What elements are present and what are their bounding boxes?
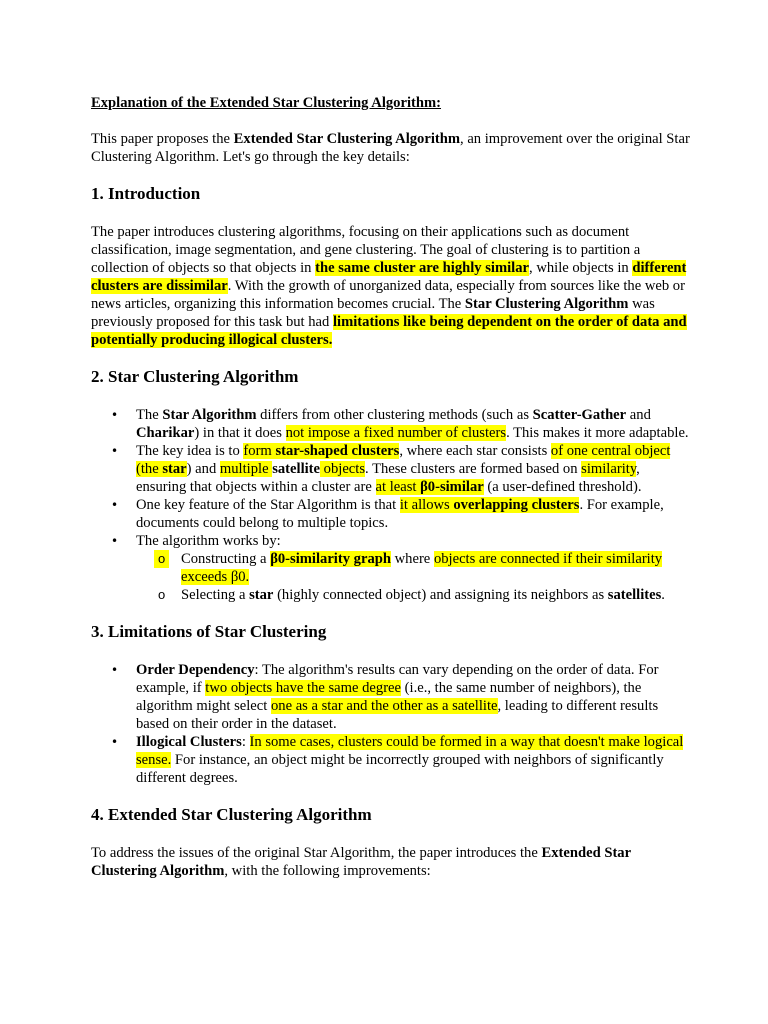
text: ) and [186,461,220,477]
intro-paragraph [91,130,691,166]
text: . For example, documents could belong to multiple topics. [136,497,664,531]
list-item [91,532,691,604]
highlighted-text: two objects have the same degree [205,680,402,696]
highlighted-bold-text: star-shaped clusters [275,443,400,459]
highlighted-bold-text: star [162,461,187,477]
text: Selecting a [181,587,250,603]
list-item [91,442,691,496]
text: , leading to different results based on their order in the dataset. [136,698,659,732]
highlighted-text: not impose a fixed number of clusters [285,425,507,441]
text: The key idea is to [136,443,244,459]
bold-text: Charikar [136,425,195,441]
sub-list-item [136,586,691,604]
highlighted-text: similarity [581,461,637,477]
bold-text: Extended Star Clustering Algorithm [233,131,461,147]
list-item [91,406,691,442]
text: where [390,551,434,567]
text: To address the issues of the original Star Algorithm, the paper introduces the [91,845,542,861]
section-heading-extended-star: 4. Extended Star Clustering Algorithm [91,805,372,824]
text: differs from other clustering methods (such as [256,407,533,423]
text: Constructing a [181,551,271,567]
text: ) in that it does [194,425,286,441]
highlighted-text: it allows [399,497,454,513]
text: (highly connected object) and assigning its neighbors as [273,587,608,603]
bold-text: satellite [272,461,321,477]
introduction-paragraph [91,223,691,349]
highlighted-text: different clusters are dissimilar [91,260,687,294]
section-heading-star-clustering: 2. Star Clustering Algorithm [91,367,299,386]
highlighted-text: multiple [219,461,273,477]
text: The algorithm works by: [136,533,281,549]
section-heading-limitations: 3. Limitations of Star Clustering [91,622,327,641]
highlighted-bold-text: overlapping clusters [453,497,580,513]
highlighted-text: one as a star and the other as a satellite [270,698,498,714]
text: . These clusters are formed based on [365,461,582,477]
text: and [626,407,651,423]
highlighted-text: limitations like being dependent on the order of data and potentially producing illogical clusters. [91,314,687,348]
text: . [661,587,665,603]
text: The paper introduces clustering algorithms, focusing on their applications such as document classification, image segmentation, and gene clustering. The goal of clustering is to partition a collection of objects so that objects in [91,224,641,276]
text: : [241,734,250,750]
text: . This makes it more adaptable. [506,425,689,441]
text: : The algorithm's results can vary depending on the order of data. For example, if [136,662,659,696]
text: (a user-defined threshold). [483,479,642,495]
text: , with the following improvements: [224,863,431,879]
section-heading-introduction: 1. Introduction [91,184,201,203]
highlighted-text: the same cluster are highly similar [315,260,530,276]
bold-text: Star Algorithm [162,407,257,423]
text: The [136,407,163,423]
text: , where each star consists [399,443,551,459]
bold-text: Scatter-Gather [532,407,627,423]
star-algorithm-list [91,406,691,604]
text: was previously proposed for this task but had [91,296,655,330]
text: For instance, an object might be incorrectly grouped with neighbors of significantly different degrees. [136,752,664,786]
text: . With the growth of unorganized data, especially from sources like the web or news articles, organizing this information becomes crucial. The [91,278,685,312]
bold-text: Illogical Clusters [136,734,242,750]
list-item [91,733,691,787]
highlighted-text: objects [320,461,366,477]
text: , ensuring that objects within a cluster are [136,461,640,495]
bold-text: satellites [607,587,662,603]
bold-text: Order Dependency [136,662,255,678]
limitations-list [91,661,691,787]
text: (i.e., the same number of neighbors), the algorithm might select [136,680,642,714]
highlighted-text: objects are connected if their similarity exceeds β0. [181,551,663,585]
highlighted-text: of one central object (the [136,443,671,477]
highlighted-bold-text: β0-similar [420,479,484,495]
text: This paper proposes the [91,131,234,147]
sub-list [136,550,691,604]
list-item [91,661,691,733]
highlighted-text: form [243,443,276,459]
document-body [91,94,691,897]
bold-text: Star Clustering Algorithm [464,296,629,312]
bold-text: Extended Star Clustering Algorithm [91,845,631,879]
highlighted-bold-text: β0-similarity graph [270,551,391,567]
list-item [91,496,691,532]
bold-text: star [249,587,274,603]
highlighted-text: at least [375,479,421,495]
extended-star-paragraph [91,844,691,880]
highlighted-text: In some cases, clusters could be formed in a way that doesn't make logical sense. [136,734,684,768]
sub-list-item [136,550,691,586]
text: One key feature of the Star Algorithm is that [136,497,400,513]
document-title: Explanation of the Extended Star Clustering Algorithm: [91,95,442,111]
text: , while objects in [529,260,633,276]
text: , an improvement over the original Star Clustering Algorithm. Let's go through the key details: [91,131,690,165]
